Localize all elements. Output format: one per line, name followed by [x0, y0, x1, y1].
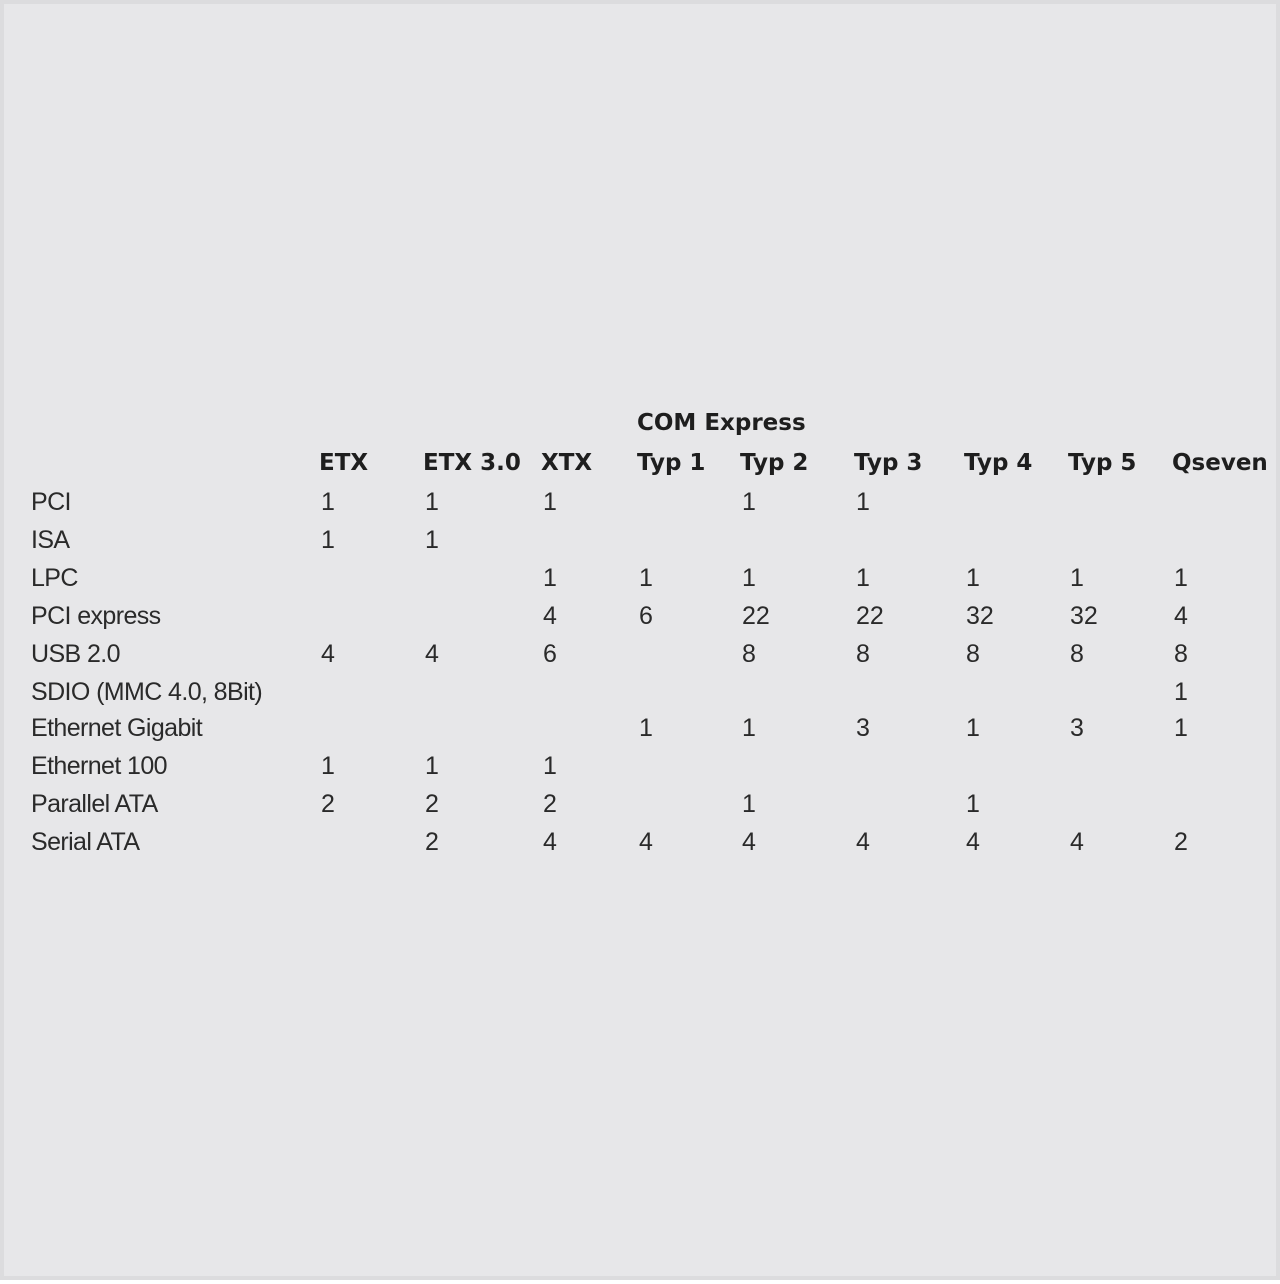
- row-label: Parallel ATA: [31, 790, 158, 818]
- column-header: Typ 1: [637, 450, 706, 476]
- column-header: Qseven: [1172, 450, 1268, 476]
- table-cell: 32: [1070, 602, 1098, 630]
- table-cell: 2: [321, 790, 335, 818]
- row-label: Ethernet Gigabit: [31, 714, 203, 742]
- table-cell: 1: [543, 564, 557, 592]
- table-cell: 1: [639, 564, 653, 592]
- row-label: PCI: [31, 488, 71, 516]
- table-cell: 1: [856, 564, 870, 592]
- column-header: Typ 4: [964, 450, 1033, 476]
- table-cell: 8: [1070, 640, 1084, 668]
- table-cell: 4: [639, 828, 653, 856]
- table-cell: 4: [1070, 828, 1084, 856]
- table-cell: 1: [425, 752, 439, 780]
- table-cell: 2: [1174, 828, 1188, 856]
- column-header: Typ 2: [740, 450, 809, 476]
- table-cell: 1: [1174, 564, 1188, 592]
- table-cell: 1: [742, 790, 756, 818]
- table-cell: 4: [543, 602, 557, 630]
- table-cell: 8: [742, 640, 756, 668]
- row-label: Ethernet 100: [31, 752, 167, 780]
- table-cell: 8: [1174, 640, 1188, 668]
- table-cell: 1: [425, 488, 439, 516]
- table-cell: 8: [856, 640, 870, 668]
- table-cell: 4: [543, 828, 557, 856]
- table-cell: 2: [425, 828, 439, 856]
- table-cell: 1: [543, 488, 557, 516]
- table-cell: 1: [966, 790, 980, 818]
- table-cell: 1: [856, 488, 870, 516]
- table-cell: 4: [966, 828, 980, 856]
- table-cell: 1: [742, 564, 756, 592]
- column-header: Typ 5: [1068, 450, 1137, 476]
- table-cell: 8: [966, 640, 980, 668]
- table-cell: 4: [321, 640, 335, 668]
- table-cell: 3: [1070, 714, 1084, 742]
- table-cell: 1: [543, 752, 557, 780]
- column-header: Typ 3: [854, 450, 923, 476]
- table-cell: 1: [1070, 564, 1084, 592]
- row-label: USB 2.0: [31, 640, 120, 668]
- table-cell: 1: [966, 714, 980, 742]
- table-cell: 4: [425, 640, 439, 668]
- table-cell: 4: [1174, 602, 1188, 630]
- table-cell: 4: [856, 828, 870, 856]
- table-cell: 1: [639, 714, 653, 742]
- column-header: XTX: [541, 450, 593, 476]
- table-cell: 32: [966, 602, 994, 630]
- table-cell: 1: [966, 564, 980, 592]
- row-label: SDIO (MMC 4.0, 8Bit): [31, 678, 263, 706]
- table-cell: 22: [742, 602, 770, 630]
- interface-comparison-table: [4, 4, 1280, 1284]
- table-cell: 6: [639, 602, 653, 630]
- table-cell: 4: [742, 828, 756, 856]
- column-header: ETX: [319, 450, 369, 476]
- table-cell: 1: [321, 752, 335, 780]
- table-cell: 1: [321, 526, 335, 554]
- table-cell: 2: [543, 790, 557, 818]
- table-cell: 1: [742, 488, 756, 516]
- row-label: PCI express: [31, 602, 161, 630]
- group-header-com-express: COM Express: [637, 410, 806, 436]
- table-cell: 1: [425, 526, 439, 554]
- table-cell: 3: [856, 714, 870, 742]
- table-cell: 1: [321, 488, 335, 516]
- table-cell: 1: [1174, 714, 1188, 742]
- table-cell: 2: [425, 790, 439, 818]
- table-cell: 22: [856, 602, 884, 630]
- row-label: ISA: [31, 526, 70, 554]
- column-header: ETX 3.0: [423, 450, 521, 476]
- table-cell: 1: [742, 714, 756, 742]
- row-label: Serial ATA: [31, 828, 140, 856]
- row-label: LPC: [31, 564, 78, 592]
- table-cell: 1: [1174, 678, 1188, 706]
- table-cell: 6: [543, 640, 557, 668]
